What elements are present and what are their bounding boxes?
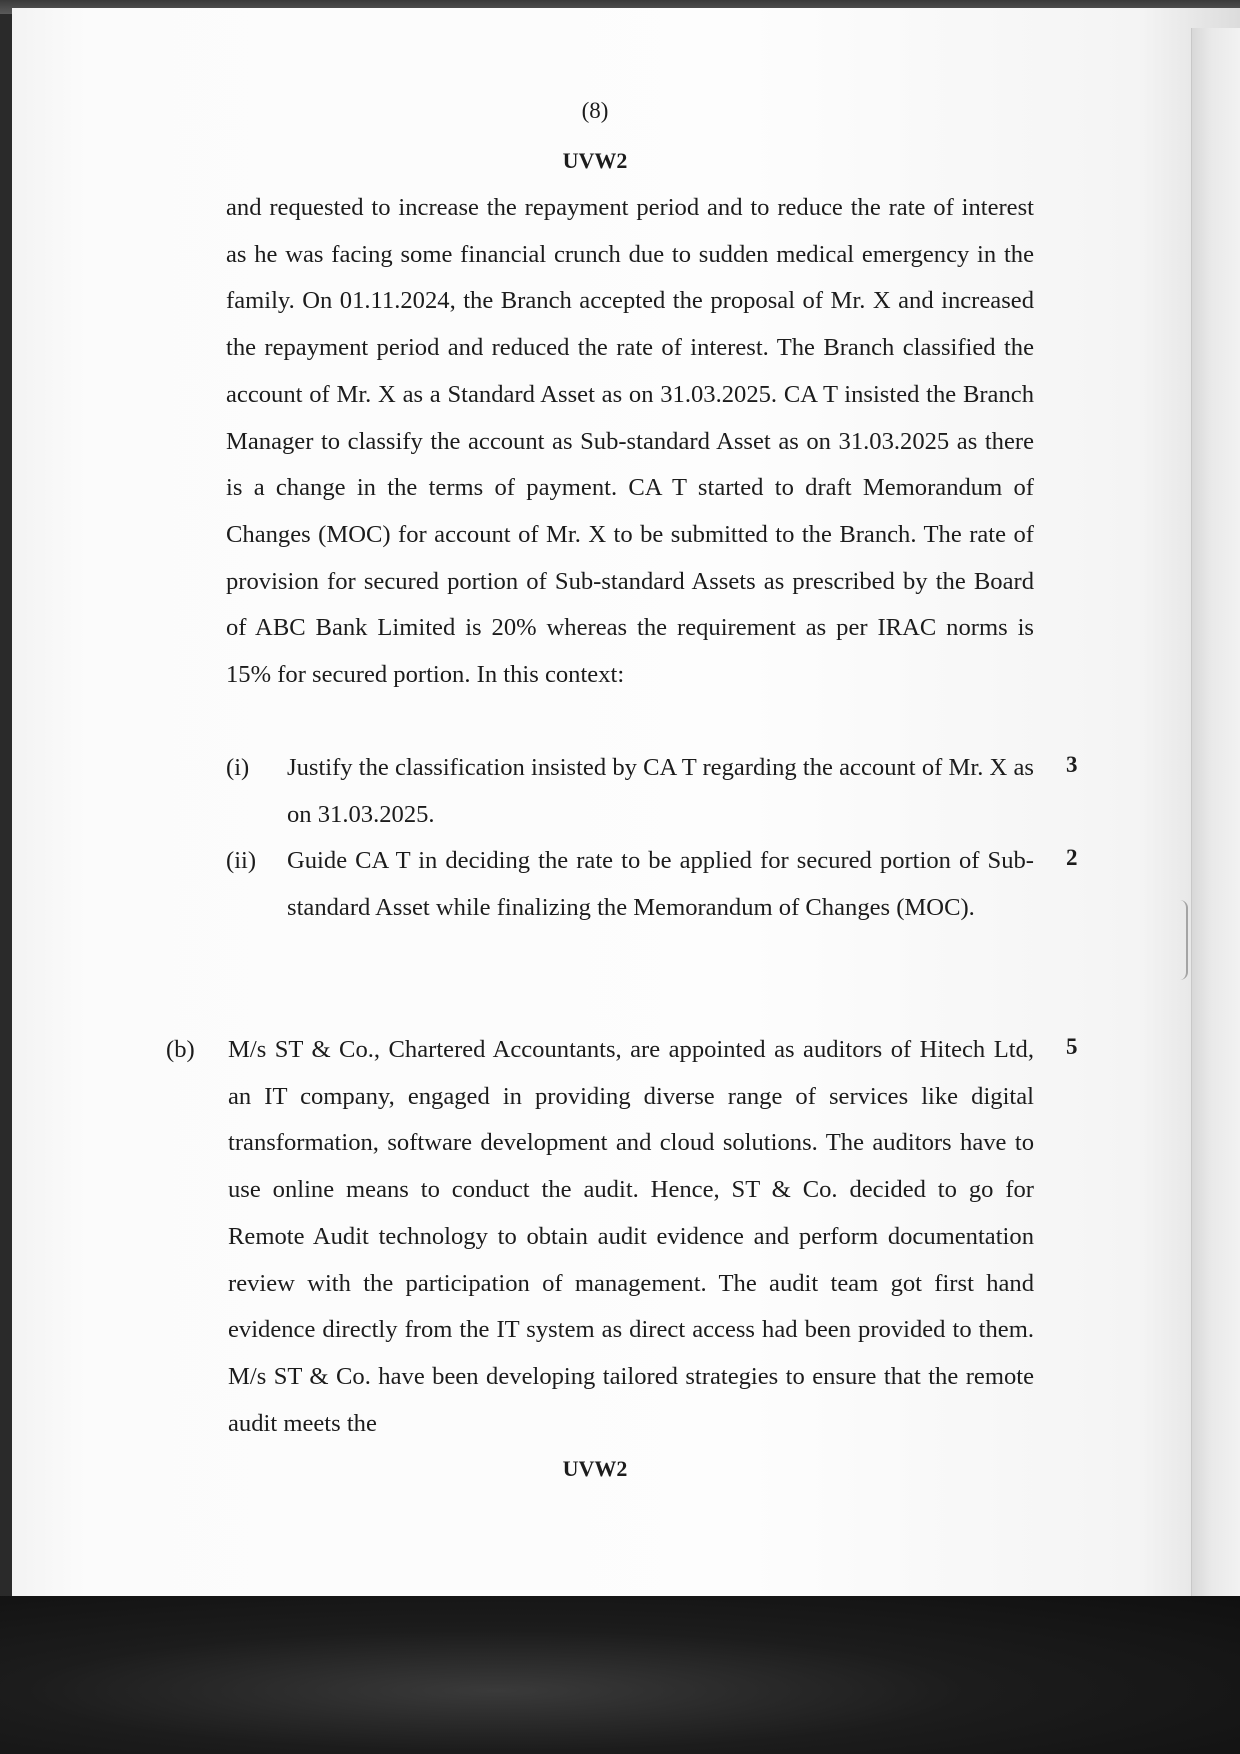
marks-sub-question-i: 3: [1066, 752, 1078, 777]
sub-question-label: (i): [226, 754, 250, 781]
marks-question-b: 5: [1066, 1034, 1078, 1059]
paper-code-header: UVW2: [562, 148, 628, 173]
staple-mark: [1180, 900, 1188, 980]
page-number: (8): [581, 98, 609, 123]
scanner-shadow: [0, 1596, 1240, 1754]
sub-question-label: (ii): [226, 847, 257, 874]
page-binding-edge: [1191, 28, 1240, 1608]
marks-sub-question-ii: 2: [1066, 845, 1078, 870]
sub-question-text: Guide CA T in deciding the rate to be applied for secured portion of Sub-standard Asset while finalizing the Memorandum of Changes (MOC).: [287, 847, 1034, 921]
paper-code-footer: UVW2: [562, 1456, 628, 1481]
question-b-text: M/s ST & Co., Chartered Accountants, are appointed as auditors of Hitech Ltd, an IT company, engaged in providing diverse range of services like digital transformation, software development and cloud solutions. The auditors have to use online means to conduct the audit. Hence, ST & Co. decided to go for Remote Audit technology to obtain audit evidence and perform documentation review with the participation of management. The audit team got first hand evidence directly from the IT system as direct access had been provided to them. M/s ST & Co. have been developing tailored strategies to ensure that the remote audit meets the: [228, 1036, 1034, 1437]
sub-question-text: Justify the classification insisted by CA T regarding the account of Mr. X as on 31.03.2025.: [287, 754, 1034, 828]
question-a-continuation: and requested to increase the repayment period and to reduce the rate of interest as he was facing some financial crunch due to sudden medical emergency in the family. On 01.11.2024, the Branch accepted the proposal of Mr. X and increased the repayment period and reduced the rate of interest. The Branch classified the account of Mr. X as a Standard Asset as on 31.03.2025. CA T insisted the Branch Manager to classify the account as Sub-standard Asset as on 31.03.2025 as there is a change in the terms of payment. CA T started to draft Memorandum of Changes (MOC) for account of Mr. X to be submitted to the Branch. The rate of provision for secured portion of Sub-standard Assets as prescribed by the Board of ABC Bank Limited is 20% whereas the requirement as per IRAC norms is 15% for secured portion. In this context:: [226, 194, 1034, 689]
question-b-label: (b): [166, 1036, 195, 1063]
